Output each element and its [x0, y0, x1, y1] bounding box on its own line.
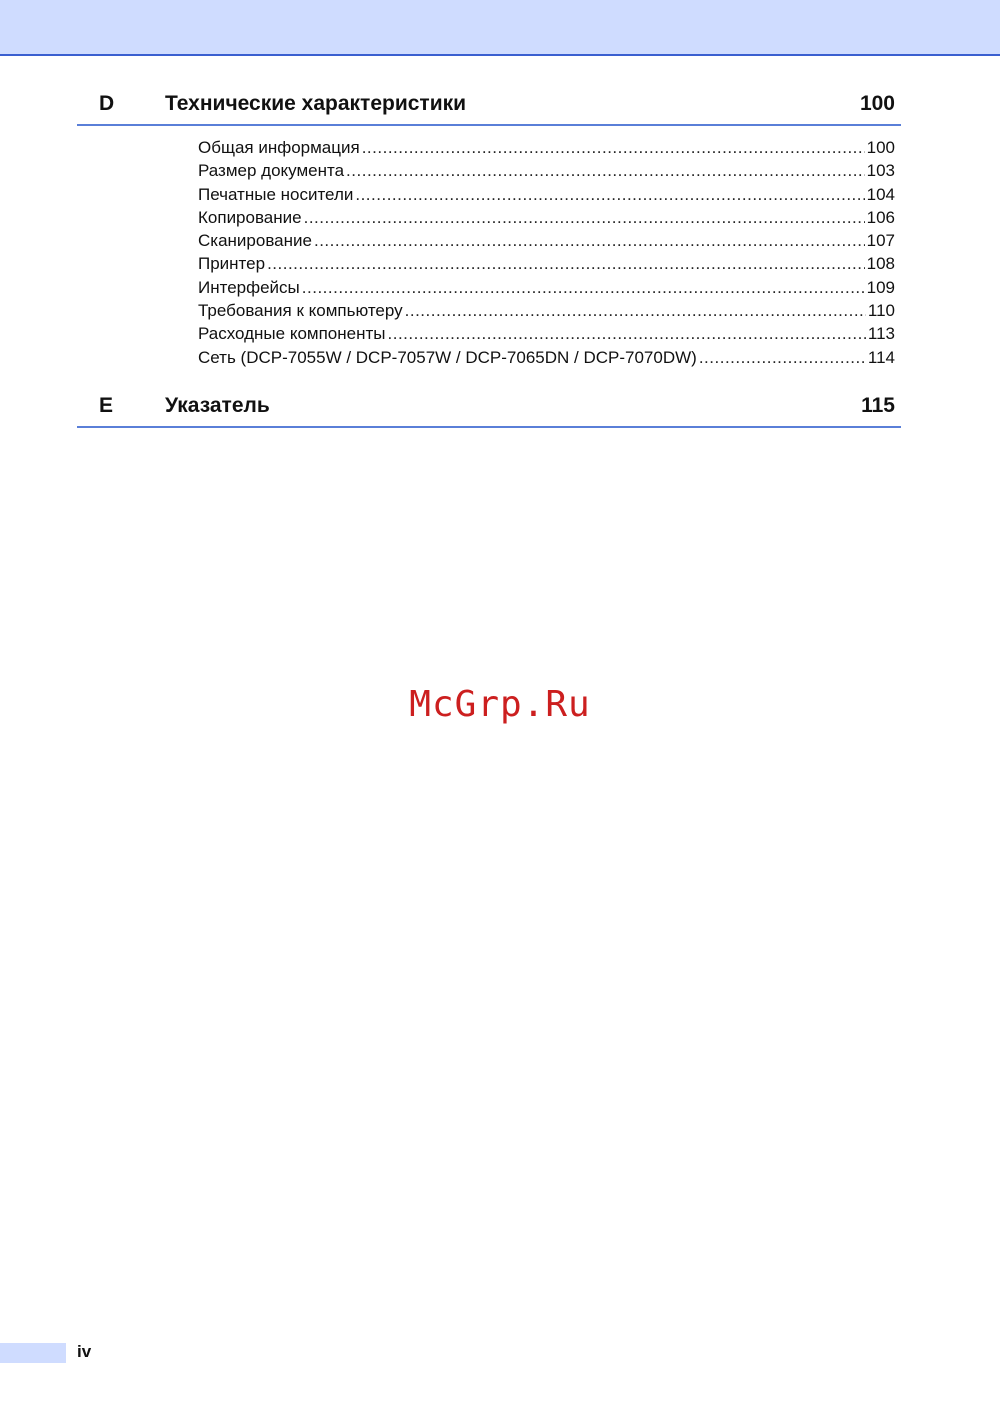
toc-entry[interactable]: [198, 229, 895, 252]
section-letter: D: [99, 92, 115, 115]
dot-leader: [314, 229, 865, 252]
dot-leader: [699, 346, 866, 369]
toc-entry-title: Сканирование: [198, 231, 312, 251]
section-header: [77, 392, 901, 428]
dot-leader: [304, 206, 865, 229]
dot-leader: [362, 136, 865, 159]
toc-entry-page: 114: [867, 347, 895, 367]
dot-leader: [346, 159, 865, 182]
toc-entry-page: 109: [866, 277, 895, 297]
toc-entry-list: [198, 136, 895, 369]
toc-entry[interactable]: [198, 136, 895, 159]
dot-leader: [405, 299, 866, 322]
section-page-number: 115: [861, 394, 895, 417]
toc-entry-page: 104: [866, 184, 895, 204]
toc-entry-title: Интерфейсы: [198, 277, 300, 297]
dot-leader: [355, 183, 864, 206]
watermark: McGrp.Ru: [409, 684, 591, 725]
toc-entry-page: 103: [866, 161, 895, 181]
toc-entry-page: 106: [866, 207, 895, 227]
section-title: Указатель: [165, 394, 270, 417]
section-header: [77, 90, 901, 126]
toc-entry-title: Копирование: [198, 207, 302, 227]
toc-entry-title: Расходные компоненты: [198, 324, 386, 344]
section-page-number: 100: [859, 92, 895, 115]
toc-entry-title: Размер документа: [198, 161, 345, 181]
toc-entry-page: 107: [866, 231, 895, 251]
page-number: iv: [77, 1342, 92, 1361]
dot-leader: [388, 322, 866, 345]
section-letter: E: [99, 394, 114, 417]
toc-entry[interactable]: [198, 252, 895, 275]
toc-entry[interactable]: [198, 206, 895, 229]
footer-band: [0, 1343, 66, 1363]
toc-entry[interactable]: [198, 183, 895, 206]
toc-section-d: [77, 90, 901, 367]
toc-entry-page: 100: [866, 138, 895, 157]
toc-entry-title: Общая информация: [198, 138, 360, 157]
toc-entry-page: 110: [867, 301, 895, 321]
toc-entry-page: 108: [866, 254, 895, 274]
header-band: [0, 0, 1000, 56]
dot-leader: [267, 252, 865, 275]
toc-entry-title: Печатные носители: [198, 184, 354, 204]
section-title: Технические характеристики: [165, 92, 467, 115]
toc-entry[interactable]: [198, 322, 895, 345]
toc-entry-title: Сеть (DCP-7055W / DCP-7057W / DCP-7065DN / DCP-7070DW): [198, 347, 697, 367]
dot-leader: [302, 276, 865, 299]
toc-entry[interactable]: [198, 346, 895, 369]
toc-entry-page: 113: [867, 324, 895, 344]
toc-entry[interactable]: [198, 159, 895, 182]
toc-entry-title: Требования к компьютеру: [198, 301, 403, 321]
toc-section-e: [77, 392, 901, 428]
toc-entry-title: Принтер: [198, 254, 266, 274]
toc-entry[interactable]: [198, 276, 895, 299]
toc-entry[interactable]: [198, 299, 895, 322]
